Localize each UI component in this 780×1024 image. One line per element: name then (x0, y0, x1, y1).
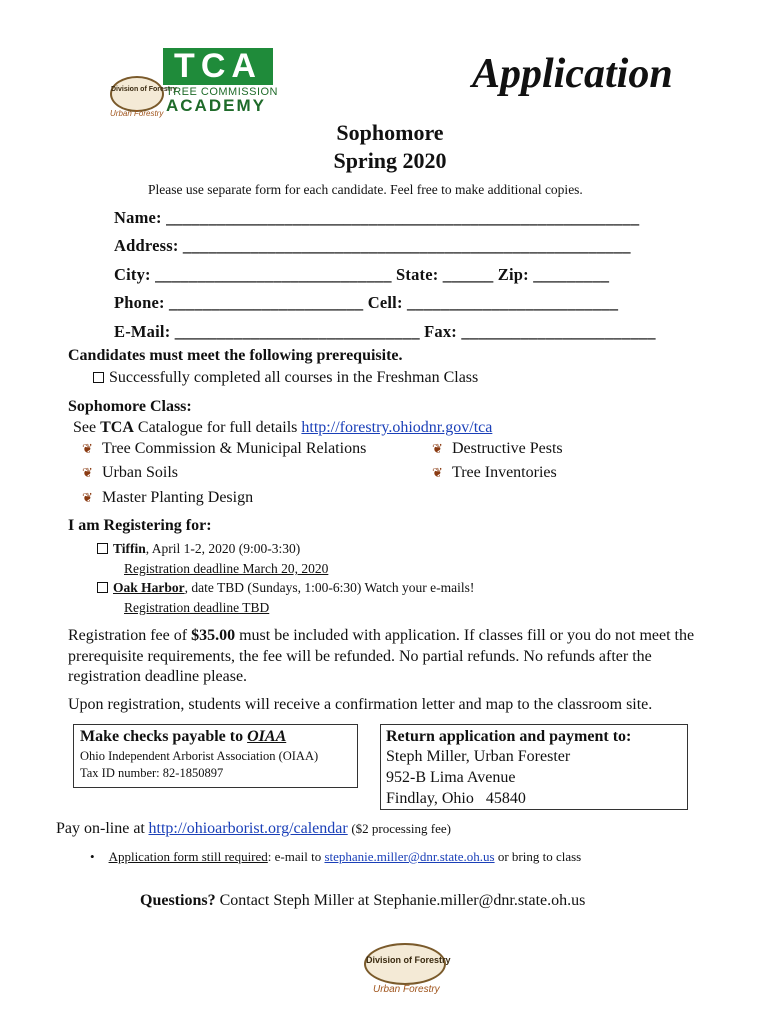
course-label: Tree Inventories (452, 464, 557, 481)
phone-row[interactable]: Phone: _______________________ Cell: _________________________ (114, 293, 619, 312)
sophomore-heading: Sophomore Class: (68, 398, 192, 415)
name-row[interactable]: Name: ________________________________________________________ (114, 208, 640, 227)
pay-online-pre: Pay on-line at (56, 820, 145, 837)
checks-payee: OIAA (247, 728, 287, 745)
catalogue-link[interactable]: http://forestry.ohiodnr.gov/tca (301, 419, 493, 436)
registering-heading: I am Registering for: (68, 517, 212, 534)
email-row[interactable]: E-Mail: _____________________________ Fax: _______________________ (114, 322, 656, 341)
pay-online-link[interactable]: http://ohioarborist.org/calendar (148, 820, 348, 837)
division-logo-bottom-text: Division of Forestry (366, 955, 451, 965)
confirmation-text: Upon registration, students will receive a confirmation letter and map to the classroom site. (68, 696, 653, 713)
leaf-icon: ❦ (432, 441, 443, 456)
tiffin-detail: , April 1-2, 2020 (9:00-3:30) (145, 541, 301, 556)
course-item (432, 440, 563, 458)
email-label: E-Mail (114, 322, 165, 341)
division-logo-bottom-sub: Urban Forestry (373, 984, 440, 995)
city-label: City (114, 265, 146, 284)
catalogue-text: Catalogue for full details (137, 419, 298, 436)
tiffin-option[interactable] (97, 541, 300, 557)
course-label: Destructive Pests (452, 440, 563, 457)
class-title: Sophomore (336, 120, 444, 145)
fee-amount: $35.00 (191, 627, 236, 644)
oak-harbor-deadline: Registration deadline TBD (124, 600, 270, 615)
course-item (82, 489, 253, 507)
tca-logo-line2: ACADEMY (166, 96, 266, 115)
fax-label: Fax (424, 322, 452, 341)
checkbox-icon[interactable] (97, 543, 108, 554)
oak-harbor-option[interactable] (97, 580, 474, 596)
zip-label: Zip (497, 265, 524, 284)
address-row[interactable]: Address: _____________________________________________________ (114, 236, 631, 255)
fee-paragraph (68, 626, 716, 688)
leaf-icon: ❦ (82, 465, 93, 480)
return-line1: Steph Miller, Urban Forester (386, 748, 571, 765)
oak-harbor-detail: , date TBD (Sundays, 1:00-6:30) Watch your e-mails! (184, 580, 475, 595)
return-box (380, 724, 688, 810)
bullet-mid: : e-mail to (267, 849, 322, 864)
course-label: Urban Soils (102, 464, 178, 481)
tiffin-label: Tiffin (113, 541, 146, 556)
course-label: Master Planting Design (102, 489, 254, 506)
return-line2: 952-B Lima Avenue (386, 769, 516, 786)
prereq-heading: Candidates must meet the following prerequisite. (68, 347, 403, 364)
tca-logo-line1: TREE COMMISSION (166, 86, 279, 98)
prereq-item[interactable] (93, 369, 478, 387)
name-label: Name (114, 208, 157, 227)
questions-line (140, 892, 585, 910)
prereq-text: Successfully completed all courses in the Freshman Class (109, 369, 479, 386)
checks-heading (80, 728, 286, 746)
checks-box (73, 724, 358, 788)
questions-text: Contact Steph Miller at Stephanie.miller@dnr.state.oh.us (219, 892, 586, 909)
bullet-post: or bring to class (497, 849, 582, 864)
email-link[interactable]: stephanie.miller@dnr.state.oh.us (324, 849, 495, 864)
cell-label: Cell (367, 293, 397, 312)
division-logo-sub: Urban Forestry (110, 109, 164, 118)
course-item (82, 440, 366, 458)
course-item (432, 464, 557, 482)
course-label: Tree Commission & Municipal Relations (102, 440, 367, 457)
checkbox-icon[interactable] (97, 582, 108, 593)
page-title: Application (472, 51, 673, 97)
tca-logo-letters: TCA (174, 47, 262, 85)
state-label: State (396, 265, 433, 284)
return-heading: Return application and payment to: (386, 728, 632, 745)
return-line3: Findlay, Ohio 45840 (386, 790, 526, 807)
pay-online (56, 820, 451, 838)
checks-tax: Tax ID number: 82-1850897 (80, 766, 224, 780)
tca-text: TCA (100, 419, 134, 436)
checkbox-icon[interactable] (93, 372, 104, 383)
pay-online-post: ($2 processing fee) (351, 821, 451, 836)
course-item (82, 464, 178, 482)
city-row[interactable]: City: ____________________________ State: ______ Zip: _________ (114, 265, 610, 284)
fee-pre: Registration fee of (68, 627, 188, 644)
see-text: See (73, 419, 97, 436)
bullet-icon: • (90, 849, 95, 864)
oak-harbor-label: Oak Harbor (113, 580, 185, 595)
division-logo-text: Division of Forestry (111, 86, 177, 93)
checks-heading-text: Make checks payable to (80, 728, 244, 745)
checks-org: Ohio Independent Arborist Association (OIAA) (80, 749, 319, 763)
catalogue-line (73, 419, 492, 437)
fee-post: must be included with application. If classes fill or you do not meet the prerequisite requirements, the fee will be refunded. No partial refunds. No refunds after the registration deadline please. (68, 627, 695, 685)
bullet-item (90, 849, 581, 865)
leaf-icon: ❦ (432, 465, 443, 480)
bullet-pre: Application form still required (108, 849, 268, 864)
leaf-icon: ❦ (82, 490, 93, 505)
phone-label: Phone (114, 293, 160, 312)
leaf-icon: ❦ (82, 441, 93, 456)
tiffin-deadline: Registration deadline March 20, 2020 (124, 561, 329, 576)
instructions: Please use separate form for each candidate. Feel free to make additional copies. (148, 182, 583, 197)
address-label: Address (114, 236, 173, 255)
questions-label: Questions? (140, 892, 216, 909)
term-title: Spring 2020 (333, 148, 447, 173)
